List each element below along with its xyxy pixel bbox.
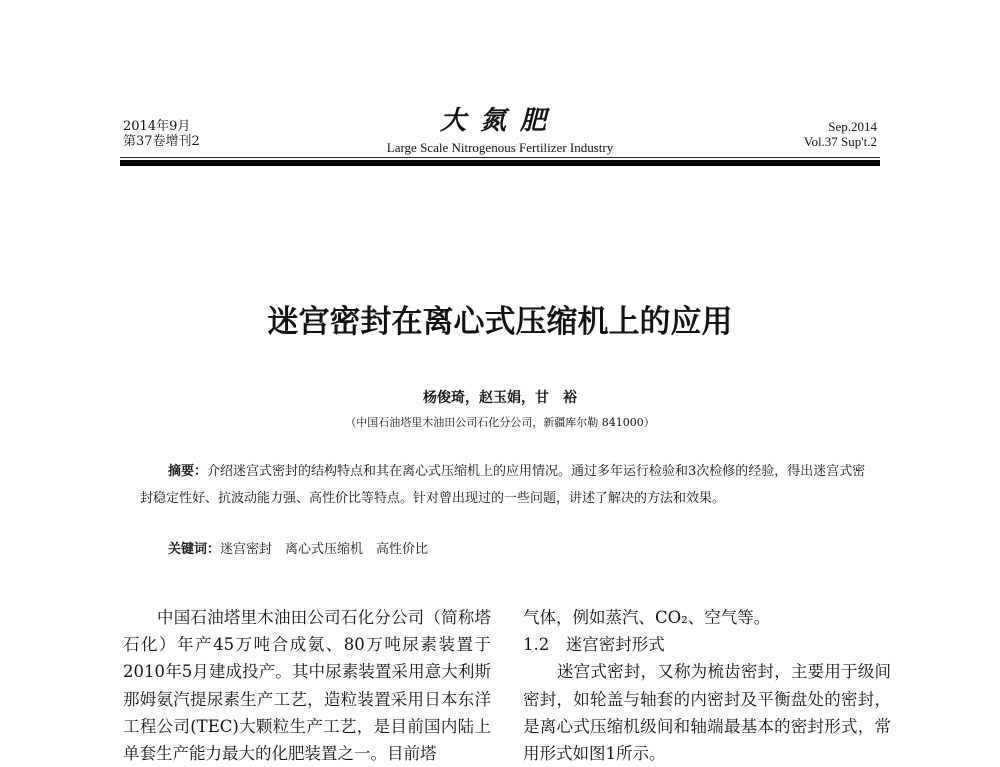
section-heading: 1.2 迷宫密封形式 — [523, 635, 665, 655]
header-rule-thin — [120, 157, 880, 158]
keywords — [168, 538, 428, 557]
paragraph: 迷宫式密封，又称为梳齿密封，主要用于级间密封，如轮盖与轴套的内密封及平衡盘处的密封，是离心式压缩机级间和轴端最基本的密封形式，常用形式如图1所示。 — [523, 662, 891, 764]
issue-date-cn: 2014年9月 — [123, 119, 191, 134]
journal-name-en: Large Scale Nitrogenous Fertilizer Industry — [386, 140, 614, 155]
abstract-text: 介绍迷宫式密封的结构特点和其在离心式压缩机上的应用情况。通过多年运行检验和3次检修的经验，得出迷宫式密封稳定性好、抗波动能力强、高性价比等特点。针对曾出现过的一些问题，讲述了解决的方法和效果。 — [140, 464, 866, 506]
authors: 杨俊琦，赵玉娟，甘 裕 — [423, 390, 577, 406]
journal-logo: 大氮肥 — [439, 106, 560, 136]
paragraph: 气体，例如蒸汽、CO₂、空气等。 — [523, 608, 771, 627]
abstract — [140, 458, 875, 512]
issue-date-en: Sep.2014 — [828, 119, 877, 134]
body-right-column — [523, 604, 891, 767]
issue-volume-cn: 第37卷增刊2 — [123, 134, 200, 149]
keywords-label: 关键词： — [168, 542, 221, 557]
issue-volume-en: Vol.37 Sup't.2 — [803, 134, 877, 149]
header-rule-thick — [120, 160, 880, 166]
affiliation: （中国石油塔里木油田公司石化分公司，新疆库尔勒 841000） — [345, 416, 655, 429]
paragraph: 中国石油塔里木油田公司石化分公司（简称塔石化）年产45万吨合成氨、80万吨尿素装置于2010年5月建成投产。其中尿素装置采用意大利斯那姆氨汽提尿素生产工艺，造粒装置采用日本东洋工程公司(TEC)大颗粒生产工艺，是目前国内陆上单套生产能力最大的化肥装置之一。目前塔 — [123, 608, 491, 764]
abstract-label: 摘要： — [168, 464, 208, 479]
keywords-text: 迷宫密封 离心式压缩机 高性价比 — [220, 542, 429, 557]
article-title: 迷宫密封在离心式压缩机上的应用 — [267, 304, 733, 340]
body-left-column — [123, 604, 491, 767]
header-right — [804, 119, 877, 149]
